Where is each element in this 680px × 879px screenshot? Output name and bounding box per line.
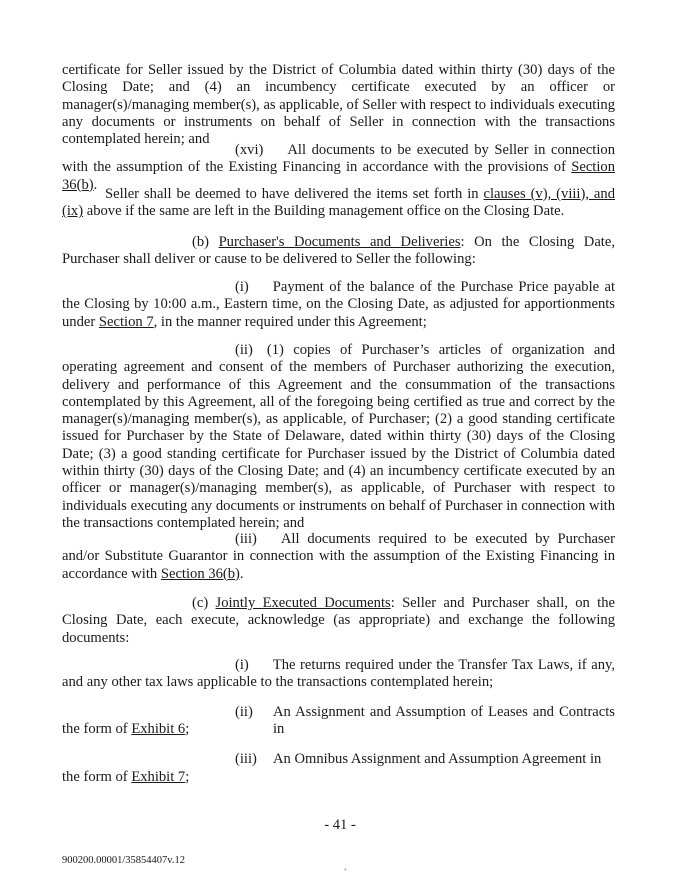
clause-b-i: (i) Payment of the balance of the Purchase Price payable at the Closing by 10:00 a.m., Eastern time, on the Closing Date, as adjusted for apportionments under Section 7, in the manner required under this Agreement; [62,279,615,330]
clause-number: (iii) [235,751,257,767]
clause-text: The returns required under the Transfer Tax Laws, if any, and any other tax laws applicable to the transactions contemplated herein; [62,657,615,691]
clause-text: (1) copies of Purchaser’s articles of organization and operating agreement and consent of the members of Purchaser authorizing the execution, delivery and performance of this Agreement and the consummation of the transactions contemplated by this Agreement, all of the foregoing being certified as true and correct by the manager(s)/managing member(s), as applicable, of Purchaser; (2) a good standing certificate issued for Purchaser by the State of Delaware, dated within thirty (30) days of the Closing Date; (3) a good standing certificate for Purchaser issued by the District of Columbia dated within thirty (30) days of the Closing Date; and (4) an incumbency certificate executed by an officer or manager(s)/managing member(s), as applicable, of Purchaser with respect to individuals executing any documents or instruments on behalf of Purchaser in connection with the transactions contemplated herein; and [62,342,615,531]
section-reference-link[interactable]: Section 36(b) [160,565,240,582]
clause-c-iii-continuation: the form of Exhibit 7; [62,769,190,785]
section-text: : On the Closing Date, Purchaser shall deliver or cause to be delivered to Seller the following: [62,234,615,268]
seller-deemed-paragraph: Seller shall be deemed to have delivered the items set forth in clauses (v), (viii), and (ix) above if the same are left in the Building management office on the Closing Date. [62,186,615,220]
clause-number: (iii) [235,531,257,547]
clause-b-ii [62,342,615,532]
clause-c-i [62,657,615,692]
purchaser-deliveries-heading [62,234,615,269]
jointly-executed-heading [62,595,615,647]
clause-number: (ii) [235,704,253,720]
section-label: (c) [192,595,209,611]
paragraph-text: certificate for Seller issued by the District of Columbia dated within thirty (30) days of the Closing Date; and (4) an incumbency certificate executed by an officer or manager(s)/managing member(s), as applicable, of Seller with respect to individuals executing any documents or instruments on behalf of Seller in connection with the transactions contemplated herein; and [62,62,615,148]
section-title: Jointly Executed Documents [215,595,391,611]
section-title: Purchaser's Documents and Deliveries [218,234,461,250]
section-label: (b) [192,234,210,250]
clause-c-ii-continuation: the form of Exhibit 6; [62,721,190,737]
clause-b-iii: (iii) All documents required to be executed by Purchaser and/or Substitute Guarantor in connection with the assumption of the Existing Financing in accordance with Section 36(b). [62,531,615,582]
section-reference-link[interactable]: Section 36(b) [62,159,615,193]
clause-text: All documents to be executed by Seller in connection with the assumption of the Existing Financing in accordance with the provisions of [62,142,615,176]
document-id: 900200.00001/35854407v.12 [62,855,185,866]
clauses-reference-link[interactable]: clauses (v), (viii), and (ix) [62,186,615,220]
clause-number: (ii) [235,342,253,358]
clause-number: (xvi) [235,142,264,158]
clause-xvi: (xvi) All documents to be executed by Seller in connection with the assumption of the Existing Financing in accordance with the provisions of Section 36(b). [62,142,615,193]
clause-number: (i) [235,657,249,673]
seller-certificate-paragraph [62,62,615,148]
clause-text: An Assignment and Assumption of Leases and Contracts in [273,704,615,738]
clause-text: An Omnibus Assignment and Assumption Agreement in [273,751,602,767]
clause-number: (i) [235,279,249,295]
exhibit-reference-link[interactable]: Exhibit 7 [131,769,186,785]
section-text: : Seller and Purchaser shall, on the Closing Date, each execute, acknowledge (as appropriate) and exchange the following documents: [62,595,615,646]
clause-text: Payment of the balance of the Purchase Price payable at the Closing by 10:00 a.m., Eastern time, on the Closing Date, as adjusted for apportionments under [62,279,615,330]
exhibit-reference-link[interactable]: Exhibit 6 [131,721,186,737]
clause-text: All documents required to be executed by Purchaser and/or Substitute Guarantor in connection with the assumption of the Existing Financing in accordance with [62,531,615,582]
paragraph-text: Seller shall be deemed to have delivered the items set forth in [105,186,484,202]
page-number: - 41 - [324,817,356,833]
scan-mark-icon: • [344,866,347,874]
section-reference-link[interactable]: Section 7 [98,313,154,330]
